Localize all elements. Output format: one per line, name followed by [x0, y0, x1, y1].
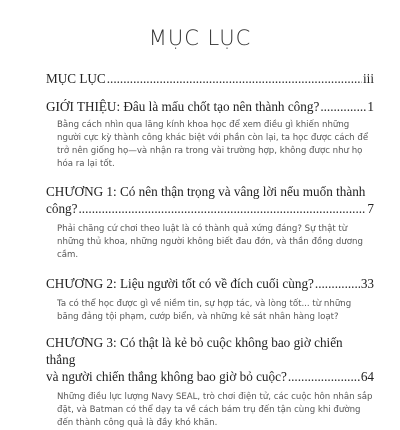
- toc-heading-text: công?: [46, 201, 78, 216]
- toc-heading-text: CHƯƠNG 2: Liệu người tốt có về đích cuối cùng?: [46, 276, 314, 291]
- dot-leader: [320, 98, 366, 115]
- page-number: 1: [367, 99, 374, 114]
- toc-entry-muc-luc[interactable]: [46, 70, 374, 87]
- toc-description: Phải chăng cứ chơi theo luật là có thành quả xứng đáng? Sự thật từ những thủ khoa, những người không biết đau đớn, và thần đồng dương cầm.: [57, 224, 363, 260]
- toc-heading-text: và người chiến thắng không bao giờ bỏ cuộc?: [46, 369, 287, 384]
- page-number: 64: [360, 369, 374, 384]
- page-title: MỤC LỤC: [148, 26, 252, 50]
- toc-heading: [46, 98, 374, 115]
- toc-entry-gioi-thieu[interactable]: [46, 98, 374, 171]
- toc-description: Bằng cách nhìn qua lăng kính khoa học để xem điều gì khiến những người cực kỳ thành công khác biệt với phần còn lại, ta học được cách để trở nên giống họ—và nhận ra trong vài trường hợp, không được như họ hóa ra lại tốt.: [57, 120, 369, 169]
- toc-entry-chuong-3[interactable]: [46, 334, 374, 430]
- dot-leader: [288, 368, 360, 385]
- toc-heading: [46, 70, 374, 87]
- toc-list: [46, 70, 374, 430]
- dot-leader: [107, 70, 362, 87]
- toc-heading: [46, 200, 374, 217]
- toc-heading-text: GIỚI THIỆU: Đâu là mấu chốt tạo nên thành công?: [46, 99, 320, 114]
- dot-leader: [315, 275, 360, 292]
- page-number: 7: [367, 201, 374, 216]
- toc-heading-line1: CHƯƠNG 3: Có thật là kẻ bỏ cuộc không bao giờ chiến thắng: [46, 335, 343, 367]
- page-number: iii: [363, 71, 374, 86]
- page-number: 33: [360, 276, 374, 291]
- toc-entry-chuong-2[interactable]: [46, 275, 374, 324]
- toc-heading: [46, 275, 374, 292]
- toc-description: Ta có thể học được gì về niềm tin, sự hợp tác, và lòng tốt... từ những băng đảng tội phạm, cướp biển, và những kẻ sát nhân hàng loạt?: [57, 299, 352, 322]
- toc-entry-chuong-1[interactable]: [46, 183, 374, 262]
- dot-leader: [79, 200, 367, 217]
- toc-description: Những điều lực lượng Navy SEAL, trò chơi điện tử, các cuộc hôn nhân sắp đặt, và Batman có thể dạy ta về cách bám trụ đến tận cùng khi đường đến thành công quả là đầy khó khăn.: [57, 392, 373, 428]
- toc-heading-line1: CHƯƠNG 1: Có nên thận trọng và vâng lời nếu muốn thành: [46, 184, 366, 199]
- toc-heading-text: MỤC LỤC: [46, 71, 106, 86]
- toc-heading: [46, 368, 374, 385]
